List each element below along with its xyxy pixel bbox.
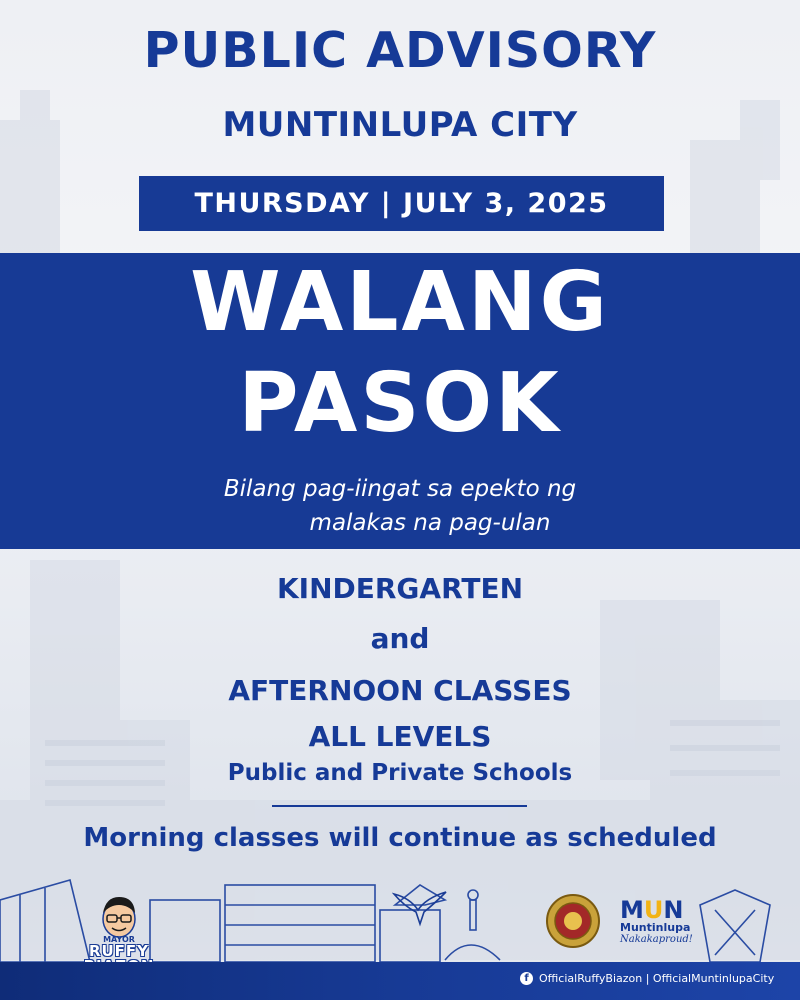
facebook-icon: f: [520, 972, 533, 985]
headline-pasok: PASOK: [238, 356, 562, 451]
muntinlupa-logo: [620, 896, 693, 945]
social-handles: [520, 972, 774, 985]
coverage-kindergarten: KINDERGARTEN: [276, 572, 524, 605]
section-divider: [272, 805, 527, 807]
mun-logo-tagline: Nakakaproud!: [620, 934, 693, 945]
city-seal-icon: [545, 893, 601, 949]
mayor-avatar: [94, 893, 144, 939]
coverage-afternoon-classes: AFTERNOON CLASSES: [228, 674, 572, 707]
morning-classes-note: Morning classes will continue as scheduled: [83, 823, 717, 853]
date-banner: THURSDAY | JULY 3, 2025: [139, 176, 664, 231]
city-name: MUNTINLUPA CITY: [222, 105, 578, 145]
mayor-label: MAYOR: [103, 935, 135, 944]
coverage-all-levels: ALL LEVELS: [308, 720, 492, 753]
reason-text-line1: Bilang pag-iingat sa epekto ng: [223, 476, 577, 502]
reason-text-line2: malakas na pag-ulan: [309, 510, 551, 536]
coverage-and: and: [370, 622, 430, 655]
mun-wordmark: MUN: [620, 896, 684, 924]
mayor-first-name: RUFFY: [88, 942, 150, 960]
social-handles-text: OfficialRuffyBiazon | OfficialMuntinlupaCity: [539, 972, 775, 985]
eagle-icon: [392, 888, 448, 928]
advisory-title: PUBLIC ADVISORY: [143, 22, 657, 79]
coverage-school-types: Public and Private Schools: [227, 760, 573, 786]
mun-logo-name: Muntinlupa: [620, 921, 691, 934]
headline-walang: WALANG: [190, 255, 610, 350]
